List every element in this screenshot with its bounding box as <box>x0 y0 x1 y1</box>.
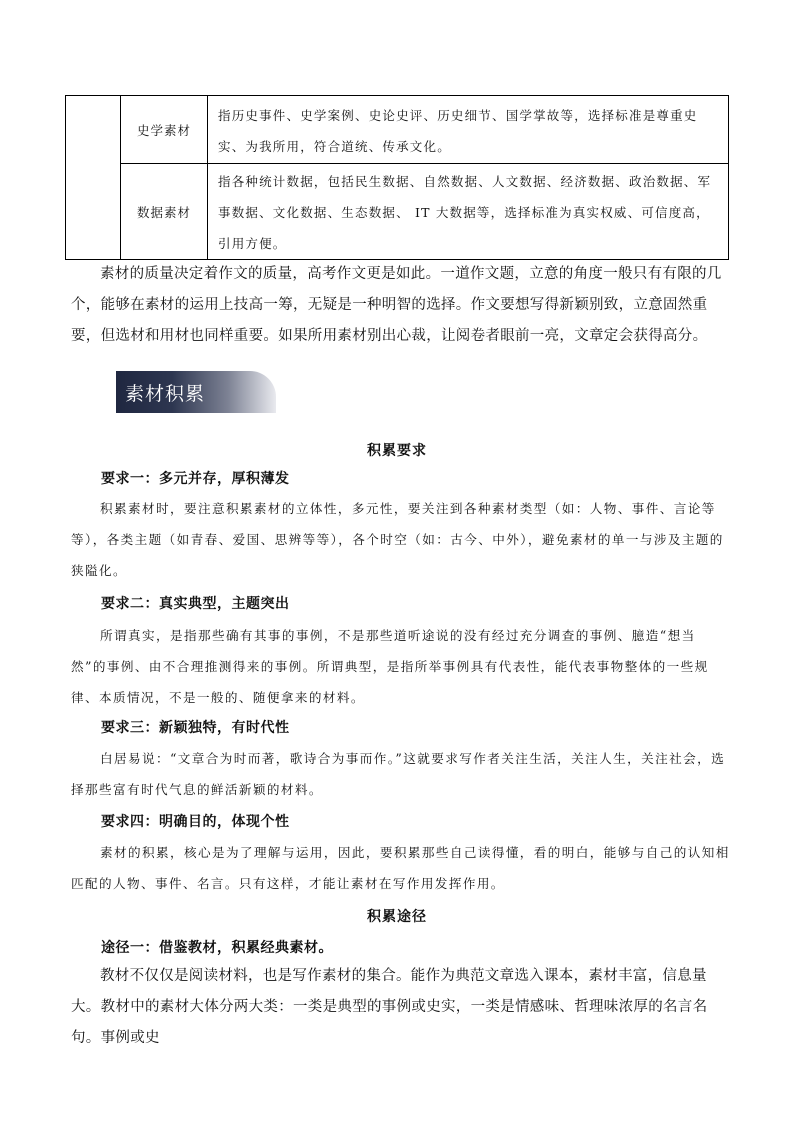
table-description-cell: 指各种统计数据，包括民生数据、自然数据、人文数据、经济数据、政治数据、军事数据、文化数据、生态数据、 IT 大数据等，选择标准为真实权威、可信度高，引用方便。 <box>208 164 729 260</box>
requirement-body: 所谓真实，是指那些确有其事的事例，不是那些道听途说的没有经过充分调查的事例、臆造“想当然”的事例、由不合理推测得来的事例。所谓典型，是指所举事例具有代表性，能代表事物整体的一些规律、本质情况，不是一般的、随便拿来的材料。 <box>71 628 709 705</box>
requirement-title: 要求一：多元并存，厚积薄发 <box>101 471 290 487</box>
requirements-heading: 积累要求 <box>367 443 427 459</box>
intro-paragraph: 素材的质量决定着作文的质量，高考作文更是如此。一道作文题，立意的角度一般只有有限的几个，能够在素材的运用上技高一筹，无疑是一种明智的选择。作文要想写得新颖别致，立意固然重要，但选材和用材也同样重要。如果所用素材别出心裁，让阅卷者眼前一亮，文章定会获得高分。 <box>71 266 722 344</box>
requirement-title: 要求三：新颖独特，有时代性 <box>101 720 290 736</box>
material-type-table <box>65 95 729 260</box>
requirement-body: 素材的积累，核心是为了理解与运用，因此，要积累那些自己读得懂，看的明白，能够与自己的认知相匹配的人物、事件、名言。只有这样，才能让素材在写作用发挥作用。 <box>71 845 730 891</box>
path-title: 途径一：借鉴教材，积累经典素材。 <box>101 940 333 956</box>
requirement-title: 要求四：明确目的，体现个性 <box>101 814 290 830</box>
path-body: 教材不仅仅是阅读材料，也是写作素材的集合。能作为典范文章选入课本，素材丰富，信息量大。教材中的素材大体分两大类：一类是典型的事例或史实，一类是情感味、哲理味浓厚的名言名句。事例或史 <box>71 968 708 1046</box>
table-category-cell: 数据素材 <box>121 164 208 260</box>
table-row <box>66 96 729 164</box>
section-banner-title: 素材积累 <box>125 383 206 405</box>
section-banner <box>116 371 276 413</box>
table-row <box>66 164 729 260</box>
requirement-title: 要求二：真实典型，主题突出 <box>101 596 290 612</box>
paths-heading: 积累途径 <box>367 909 427 925</box>
table-group-cell <box>66 96 121 260</box>
requirement-body: 白居易说：“文章合为时而著，歌诗合为事而作。”这就要求写作者关注生活，关注人生，关注社会，选择那些富有时代气息的鲜活新颖的材料。 <box>71 751 726 797</box>
table-category-cell: 史学素材 <box>121 96 208 164</box>
table-description-cell: 指历史事件、史学案例、史论史评、历史细节、国学掌故等，选择标准是尊重史实、为我所用，符合道统、传承文化。 <box>208 96 729 164</box>
requirement-body: 积累素材时，要注意积累素材的立体性，多元性，要关注到各种素材类型（如：人物、事件、言论等等），各类主题（如青春、爱国、思辨等等），各个时空（如：古今、中外），避免素材的单一与涉及主题的狭隘化。 <box>71 501 724 578</box>
